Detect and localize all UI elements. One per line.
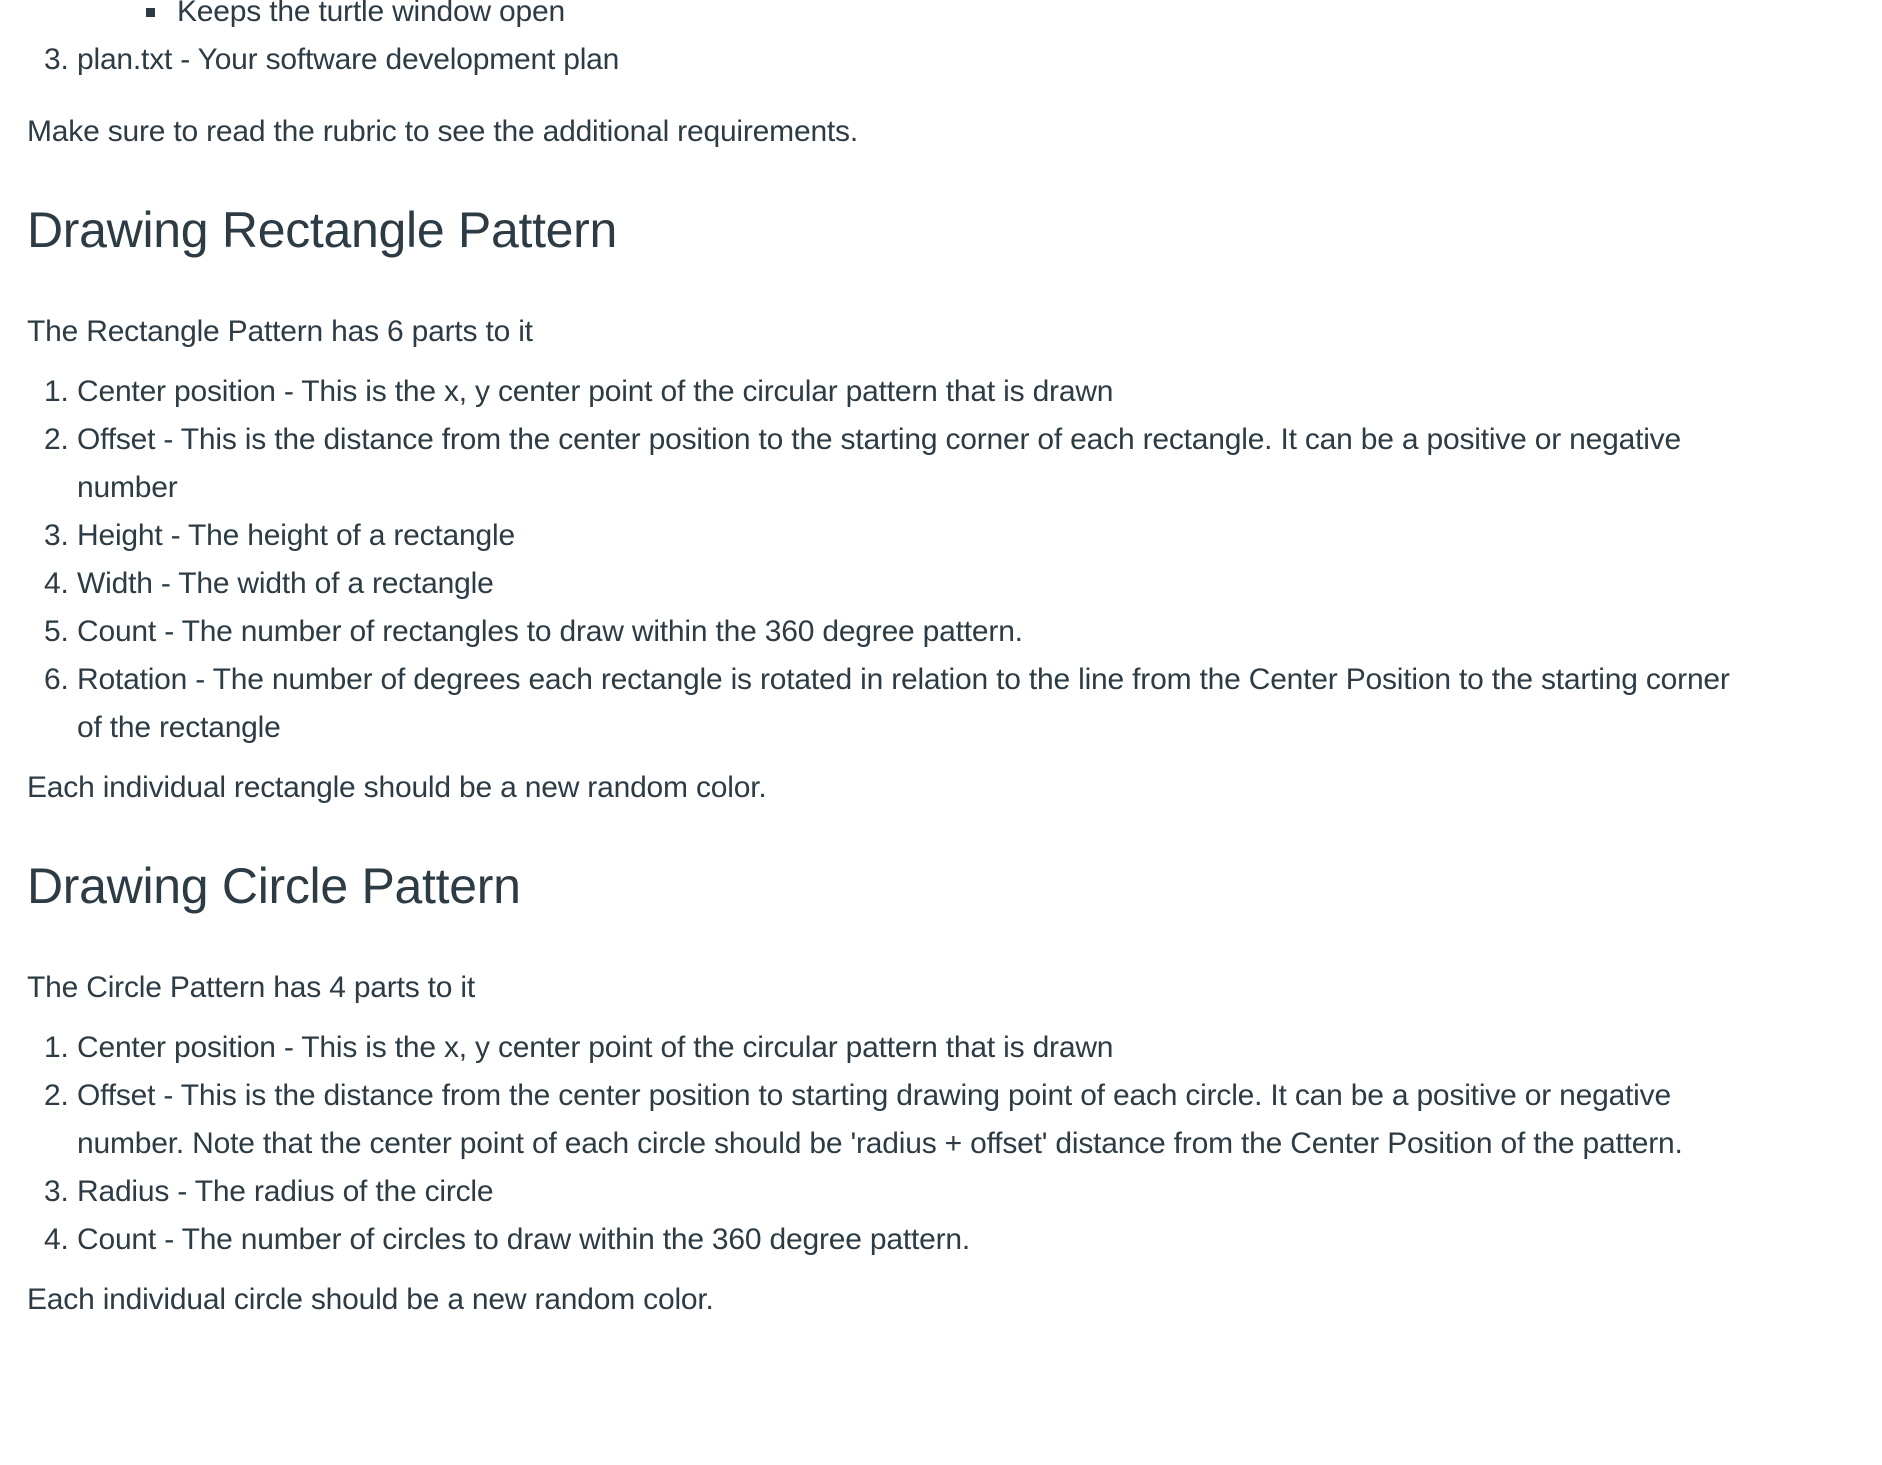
list-item <box>27 416 1757 512</box>
list-item-text: Rotation - The number of degrees each rectangle is rotated in relation to the line from the Center Position to the starting corner of the rectangle <box>77 663 1730 744</box>
deliverables-list <box>27 36 1807 84</box>
list-item-number: 3. <box>44 519 69 552</box>
list-item-text: Count - The number of rectangles to draw within the 360 degree pattern. <box>77 615 1023 648</box>
list-item-text: Height - The height of a rectangle <box>77 519 515 552</box>
list-item <box>27 1168 1757 1216</box>
list-item-text: Width - The width of a rectangle <box>77 567 494 600</box>
list-item-text: Count - The number of circles to draw within the 360 degree pattern. <box>77 1223 971 1256</box>
list-item-text: Offset - This is the distance from the center position to the starting corner of each rectangle. It can be a positive or negative number <box>77 423 1681 504</box>
list-item <box>27 560 1757 608</box>
list-item-number: 4. <box>44 567 69 600</box>
list-item-text: plan.txt - Your software development plan <box>77 43 620 76</box>
list-item-text: Radius - The radius of the circle <box>77 1175 494 1208</box>
circle-parts-list <box>27 1024 1807 1264</box>
circle-pattern-intro: The Circle Pattern has 4 parts to it <box>27 971 476 1004</box>
list-item-number: 3. <box>44 43 69 76</box>
list-item-text: Center position - This is the x, y center point of the circular pattern that is drawn <box>77 375 1114 408</box>
list-item <box>27 608 1757 656</box>
list-item-number: 5. <box>44 615 69 648</box>
list-item-number: 3. <box>44 1175 69 1208</box>
list-item-number: 4. <box>44 1223 69 1256</box>
list-item-number: 1. <box>44 1031 69 1064</box>
list-item <box>27 1024 1757 1072</box>
rectangle-parts-list <box>27 368 1807 752</box>
assignment-content <box>27 0 1807 1324</box>
list-item-number: 2. <box>44 1079 69 1112</box>
rectangle-pattern-heading: Drawing Rectangle Pattern <box>27 202 618 258</box>
list-item-text: Center position - This is the x, y center point of the circular pattern that is drawn <box>77 1031 1114 1064</box>
sub-bullet-text: Keeps the turtle window open <box>177 0 565 28</box>
list-item <box>27 656 1757 752</box>
list-item-number: 2. <box>44 423 69 456</box>
list-item <box>27 512 1757 560</box>
list-item-number: 6. <box>44 663 69 696</box>
list-item <box>27 368 1757 416</box>
circle-color-note: Each individual circle should be a new random color. <box>27 1283 714 1316</box>
list-item-number: 1. <box>44 375 69 408</box>
list-item-text: Offset - This is the distance from the center position to starting drawing point of each circle. It can be a positive or negative number. Note that the center point of each circle should be 'radius + offset' distance from the Center Position of the pattern. <box>77 1079 1683 1160</box>
circle-pattern-heading: Drawing Circle Pattern <box>27 858 521 914</box>
square-bullet-icon <box>146 8 155 17</box>
rectangle-pattern-intro: The Rectangle Pattern has 6 parts to it <box>27 315 533 348</box>
list-item <box>27 1216 1757 1264</box>
list-item <box>27 1072 1757 1168</box>
sub-bullet-item <box>27 0 1807 36</box>
rubric-note: Make sure to read the rubric to see the additional requirements. <box>27 115 858 148</box>
rectangle-color-note: Each individual rectangle should be a new random color. <box>27 771 767 804</box>
list-item <box>27 36 1757 84</box>
